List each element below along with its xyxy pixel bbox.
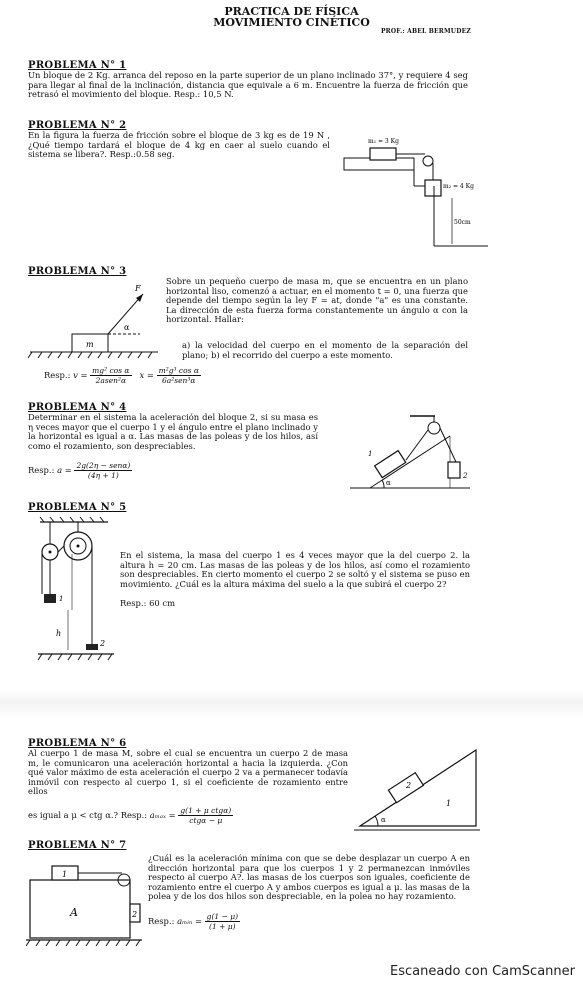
a-denominator: (4η + 1): [87, 471, 119, 480]
x-fraction: [157, 366, 201, 385]
label-m2: m₂ = 4 Kg: [443, 183, 474, 190]
x-lhs: x =: [139, 370, 154, 380]
v-lhs: v =: [73, 370, 88, 380]
problem-6-answer: [28, 806, 233, 825]
problem-4-text: Determinar en el sistema la aceleración del bloque 2, si su masa es η veces mayor que el cuerpo 1 y el ángulo entre el plano inclinado y la horizontal es igual a α. Las masas de las poleas y de los hilos, así como el rozamiento, son despreciables.: [28, 412, 318, 451]
a-numerator: g(1 + μ ctgα): [180, 806, 232, 815]
problem-3-answer: [44, 366, 201, 385]
label-body-2: 2: [100, 639, 106, 648]
problem-4-title: PROBLEMA N° 4: [28, 402, 127, 413]
label-body-1: 1: [446, 799, 452, 808]
problem-4-figure: [340, 408, 490, 500]
a-lhs: aₘᵢₙ =: [177, 916, 202, 926]
a-numerator: 2g(2η − senα): [76, 461, 131, 470]
problem-3-title: PROBLEMA N° 3: [28, 266, 127, 277]
problem-7-answer: [148, 912, 240, 931]
answer-label: Resp.:: [148, 916, 175, 926]
label-force: F: [135, 284, 141, 293]
label-body-A: A: [70, 906, 78, 919]
problem-5-answer: Resp.: 60 cm: [120, 598, 176, 608]
answer-label: Resp.:: [28, 465, 55, 475]
a-denominator: ctgα − μ: [189, 816, 223, 825]
problem-7-title: PROBLEMA N° 7: [28, 840, 127, 851]
problem-5-figure: [28, 514, 118, 664]
v-numerator: mg² cos α: [92, 366, 130, 375]
a-fraction: [74, 461, 132, 480]
problem-2-title: PROBLEMA N° 2: [28, 120, 127, 131]
problem-6-text-end: es igual a μ < ctg α.?: [28, 810, 119, 820]
problem-4-answer: [28, 461, 132, 480]
label-body-1: 1: [59, 595, 64, 603]
document-subtitle: MOVIMIENTO CINÉTICO: [213, 16, 370, 29]
answer-label: Resp.:: [44, 370, 71, 380]
label-mass: m: [86, 340, 94, 349]
problem-7-text: ¿Cuál es la aceleración mínima con que se debe desplazar un cuerpo A en dirección horizontal para que los cuerpos 1 y 2 permanezcan inmóviles respecto al cuerpo A?. las masas de los cuerpos son iguales, coeficiente de rozamiento entre el cuerpo A y ambos cuerpos es igual a μ. las masas de la polea y de los dos hilos son despreciable, en la polea no hay rozamiento.: [148, 853, 470, 902]
answer-label: Resp.:: [120, 810, 148, 820]
document-title: PRACTICA DE FÍSICA: [224, 5, 359, 18]
problem-3-items: a) la velocidad del cuerpo en el momento de la separación del plano; b) el recorrido del cuerpo a este momento.: [182, 340, 468, 360]
problem-3-text: Sobre un pequeño cuerpo de masa m, que se encuentra en un plano horizontal liso, comenzó a actuar, en el momento t = 0, una fuerza que depende del tiempo según la ley F = at, donde "a" es una constante. La dirección de esta fuerza forma constantemente un ángulo α con la horizontal. Hallar:: [166, 276, 468, 325]
problem-1-title: PROBLEMA N° 1: [28, 60, 127, 71]
a-numerator: g(1 − μ): [206, 912, 238, 921]
problem-5-text: En el sistema, la masa del cuerpo 1 es 4 veces mayor que la del cuerpo 2. la altura h = 20 cm. Las masas de las poleas y de los hilos, así como el rozamiento son despreciables. En cierto momento el cuerpo 2 se soltó y el sistema se puso en movimiento. ¿Cuál es la altura máxima del suelo a la que subirá el cuerpo 2?: [120, 550, 470, 589]
label-height: 50cm: [454, 219, 471, 226]
problem-1-text: Un bloque de 2 Kg. arranca del reposo en la parte superior de un plano inclinado 37°, y requiere 4 seg para llegar al final de la inclinación, distancia que equivale a 6 m. Encuentre la fuerza de fricción que retrasó el movimiento del bloque. Resp.: 10,5 N.: [28, 70, 468, 100]
problem-2-text: En la figura la fuerza de fricción sobre el bloque de 3 kg es de 19 N , ¿Qué tiempo tardará el bloque de 4 kg en caer al suelo cuando el sistema se libera?. Resp.:0.58 seg.: [28, 130, 330, 160]
label-m1: m₁ = 3 Kg: [368, 138, 399, 145]
problem-7-figure: [26, 858, 144, 948]
professor-name: PROF.: ABEL BERMUDEZ: [380, 28, 471, 35]
problem-6-figure: [350, 740, 485, 840]
x-denominator: 6a²sen³α: [162, 376, 196, 385]
problem-5-title: PROBLEMA N° 5: [28, 502, 127, 513]
scanner-watermark: Escaneado con CamScanner: [389, 964, 575, 979]
a-lhs: a =: [57, 465, 72, 475]
label-body-1: 1: [62, 870, 68, 879]
page-gap: [0, 690, 583, 718]
a-fraction: [205, 912, 240, 931]
label-body-2: 2: [406, 781, 412, 790]
label-body-2: 2: [463, 472, 468, 480]
label-h: h: [56, 629, 62, 638]
a-lhs: aₘₐₓ =: [149, 810, 176, 820]
label-body-2: 2: [132, 910, 138, 919]
a-fraction: [178, 806, 233, 825]
label-body-1: 1: [368, 450, 373, 458]
problem-3-figure: [28, 282, 163, 362]
problem-2-figure: [340, 128, 490, 258]
x-numerator: m²g³ cos α: [158, 366, 199, 375]
label-alpha: α: [386, 479, 391, 487]
a-denominator: (1 + μ): [209, 922, 236, 931]
label-alpha: α: [124, 323, 130, 332]
problem-6-text: Al cuerpo 1 de masa M, sobre el cual se encuentra un cuerpo 2 de masa m, le comunicaron una aceleración horizontal a hacia la izquierda. ¿Con qué valor máximo de esta aceleración el cuerpo 2 va a permanecer todavía inmóvil con respecto al cuerpo 1, si el coeficiente de rozamiento entre ellos: [28, 748, 348, 797]
problem-6-title: PROBLEMA N° 6: [28, 738, 127, 749]
label-alpha: α: [381, 816, 386, 824]
v-denominator: 2asen²α: [95, 376, 127, 385]
v-fraction: [90, 366, 131, 385]
